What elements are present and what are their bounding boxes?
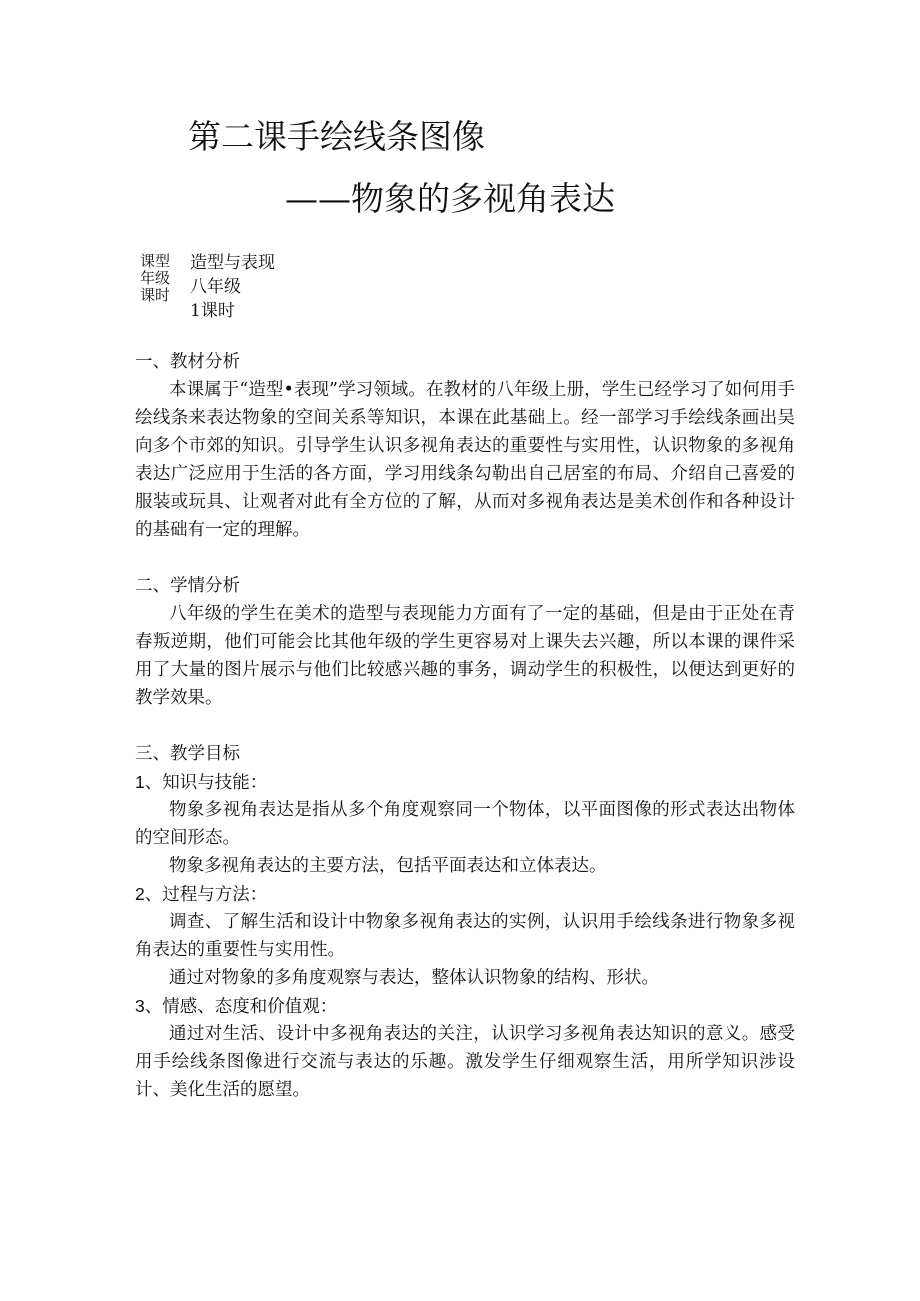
lesson-subtitle: ——物象的多视角表达 <box>285 179 615 218</box>
section-heading-student-analysis: 二、学情分析 <box>135 576 240 596</box>
document-body <box>135 348 795 1104</box>
goal-paragraph: 调查、了解生活和设计中物象多视角表达的实例，认识用手绘线条进行物象多视角表达的重要性与实用性。 <box>135 912 795 960</box>
goal-title-process: 2、过程与方法： <box>135 884 268 904</box>
meta-label-grade: 年级 <box>140 269 171 287</box>
meta-labels <box>140 253 170 304</box>
section-heading-textbook-analysis: 一、教材分析 <box>135 352 240 372</box>
meta-value-grade: 八年级 <box>190 277 241 297</box>
section-paragraph-student-analysis: 八年级的学生在美术的造型与表现能力方面有了一定的基础，但是由于正处在青春叛逆期，他们可能会比其他年级的学生更容易对上课失去兴趣，所以本课的课件采用了大量的图片展示与他们比较感兴趣的事务，调动学生的积极性，以便达到更好的教学效果。 <box>135 604 795 708</box>
section-spacer <box>135 544 795 572</box>
goal-title-attitude: 3、情感、态度和价值观： <box>135 996 338 1016</box>
goal-paragraph: 通过对生活、设计中多视角表达的关注，认识学习多视角表达知识的意义。感受用手绘线条图像进行交流与表达的乐趣。激发学生仔细观察生活，用所学知识涉设计、美化生活的愿望。 <box>135 1024 795 1100</box>
goal-paragraph: 通过对物象的多角度观察与表达，整体认识物象的结构、形状。 <box>169 968 659 988</box>
section-spacer <box>135 712 795 740</box>
meta-values <box>190 251 275 323</box>
meta-label-type: 课型 <box>140 252 171 270</box>
goal-title-knowledge: 1、知识与技能： <box>135 772 268 792</box>
meta-label-period: 课时 <box>140 286 171 304</box>
goal-paragraph: 物象多视角表达的主要方法，包括平面表达和立体表达。 <box>169 856 607 876</box>
lesson-title: 第二课手绘线条图像 <box>188 117 485 156</box>
meta-value-period: 1课时 <box>190 301 235 321</box>
goal-paragraph: 物象多视角表达是指从多个角度观察同一个物体，以平面图像的形式表达出物体的空间形态。 <box>135 800 795 848</box>
section-heading-teaching-goals: 三、教学目标 <box>135 744 240 764</box>
meta-value-type: 造型与表现 <box>190 253 275 273</box>
section-paragraph-textbook-analysis: 本课属于“造型•表现”学习领域。在教材的八年级上册，学生已经学习了如何用手绘线条来表达物象的空间关系等知识，本课在此基础上。经一部学习手绘线条画出吴向多个市郊的知识。引导学生认识多视角表达的重要性与实用性，认识物象的多视角表达广泛应用于生活的各方面，学习用线条勾勒出自己居室的布局、介绍自己喜爱的服装或玩具、让观者对此有全方位的了解，从而对多视角表达是美术创作和各种设计的基础有一定的理解。 <box>135 380 795 540</box>
